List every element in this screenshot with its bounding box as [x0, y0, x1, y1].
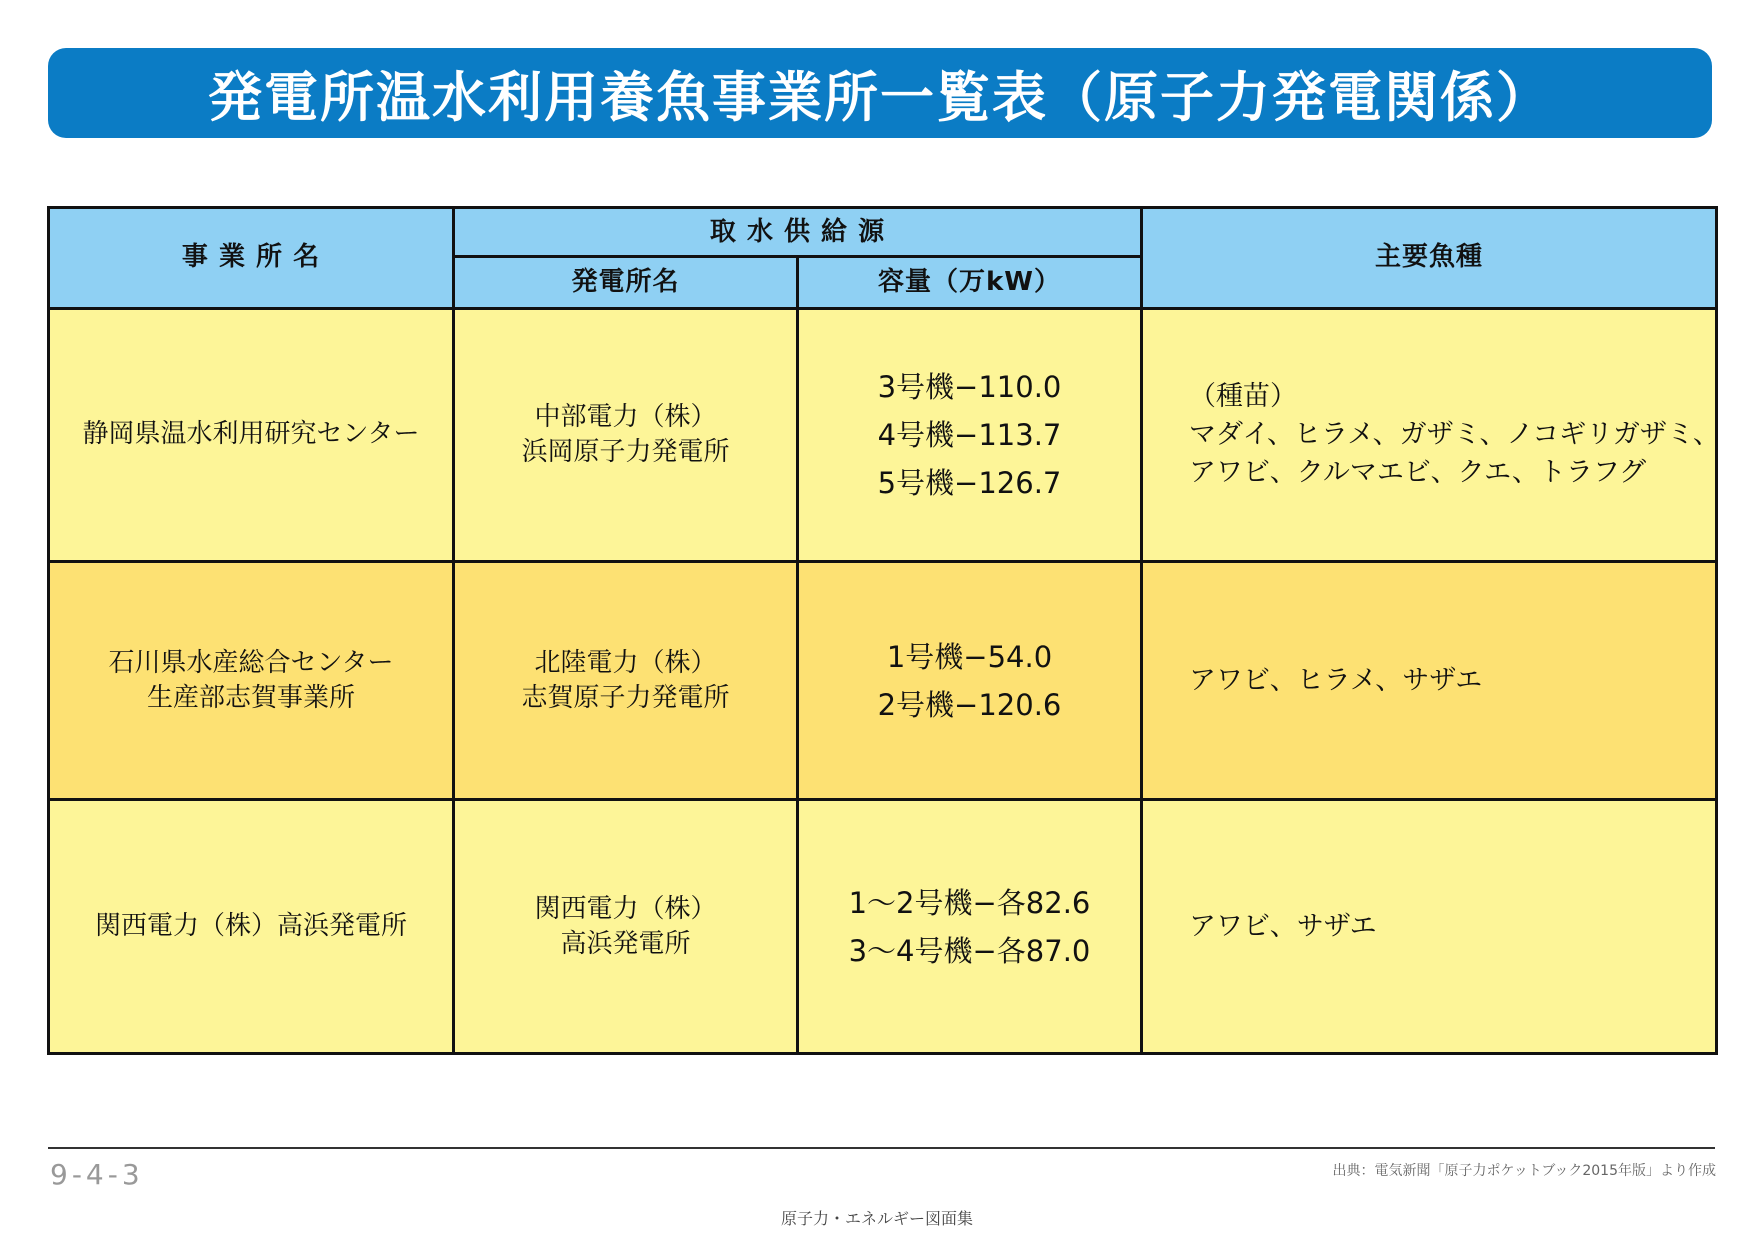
header-capacity: 容量（万kW） — [798, 257, 1142, 308]
plant-company: 中部電力（株） — [534, 401, 717, 432]
title-banner — [48, 48, 1712, 138]
capacity-value: 2号機−120.6 — [877, 687, 1062, 722]
footer-divider — [48, 1147, 1715, 1149]
capacity-value: 5号機−126.7 — [877, 465, 1062, 500]
source-note: 出典：電気新聞「原子力ポケットブック2015年版」より作成 — [1332, 1163, 1716, 1179]
species-text: アワビ、サザエ — [1189, 910, 1377, 942]
species-text: アワビ、ヒラメ、サザエ — [1189, 664, 1483, 696]
species-cell — [1142, 308, 1720, 561]
capacity-cell — [798, 800, 1142, 1054]
species-text: アワビ、クルマエビ、クエ、トラフグ — [1189, 456, 1647, 488]
capacity-value: 1〜2号機−各82.6 — [848, 885, 1091, 920]
facility-name: 静岡県温水利用研究センター — [82, 419, 420, 450]
plant-cell — [454, 562, 798, 800]
facility-table — [47, 206, 1718, 1055]
book-title: 原子力・エネルギー図面集 — [780, 1209, 973, 1228]
species-cell — [1142, 800, 1717, 1054]
table-row — [49, 800, 1717, 1054]
facility-name: 関西電力（株）高浜発電所 — [94, 911, 407, 942]
facility-name: 生産部志賀事業所 — [146, 682, 355, 713]
table-row — [49, 308, 1717, 561]
capacity-cell — [798, 562, 1142, 800]
facility-name: 石川県水産総合センター — [108, 647, 394, 678]
plant-company: 北陸電力（株） — [534, 647, 717, 678]
species-cell — [1142, 562, 1717, 800]
header-species: 主要魚種 — [1142, 208, 1717, 309]
facility-cell — [49, 308, 454, 561]
plant-company: 関西電力（株） — [534, 893, 717, 924]
plant-name: 志賀原子力発電所 — [521, 682, 730, 713]
plant-cell — [454, 800, 798, 1054]
plant-cell — [454, 308, 798, 561]
header-plant: 発電所名 — [454, 257, 798, 308]
facility-cell — [49, 800, 454, 1054]
capacity-cell — [798, 308, 1142, 561]
page-title: 発電所温水利用養魚事業所一覧表（原子力発電関係） — [208, 65, 1552, 129]
capacity-value: 3号機−110.0 — [877, 369, 1062, 404]
plant-name: 高浜発電所 — [560, 928, 691, 959]
species-text: マダイ、ヒラメ、ガザミ、ノコギリガザミ、 — [1189, 418, 1720, 450]
capacity-value: 4号機−113.7 — [877, 417, 1062, 452]
header-source-group: 取 水 供 給 源 — [454, 208, 1142, 257]
header-facility: 事 業 所 名 — [49, 208, 454, 309]
table-row — [49, 562, 1717, 800]
capacity-value: 1号機−54.0 — [886, 639, 1053, 674]
facility-cell — [49, 562, 454, 800]
page-number: 9-4-3 — [50, 1158, 144, 1191]
plant-name: 浜岡原子力発電所 — [521, 436, 730, 467]
capacity-value: 3〜4号機−各87.0 — [848, 933, 1091, 968]
species-text: （種苗） — [1189, 380, 1297, 412]
